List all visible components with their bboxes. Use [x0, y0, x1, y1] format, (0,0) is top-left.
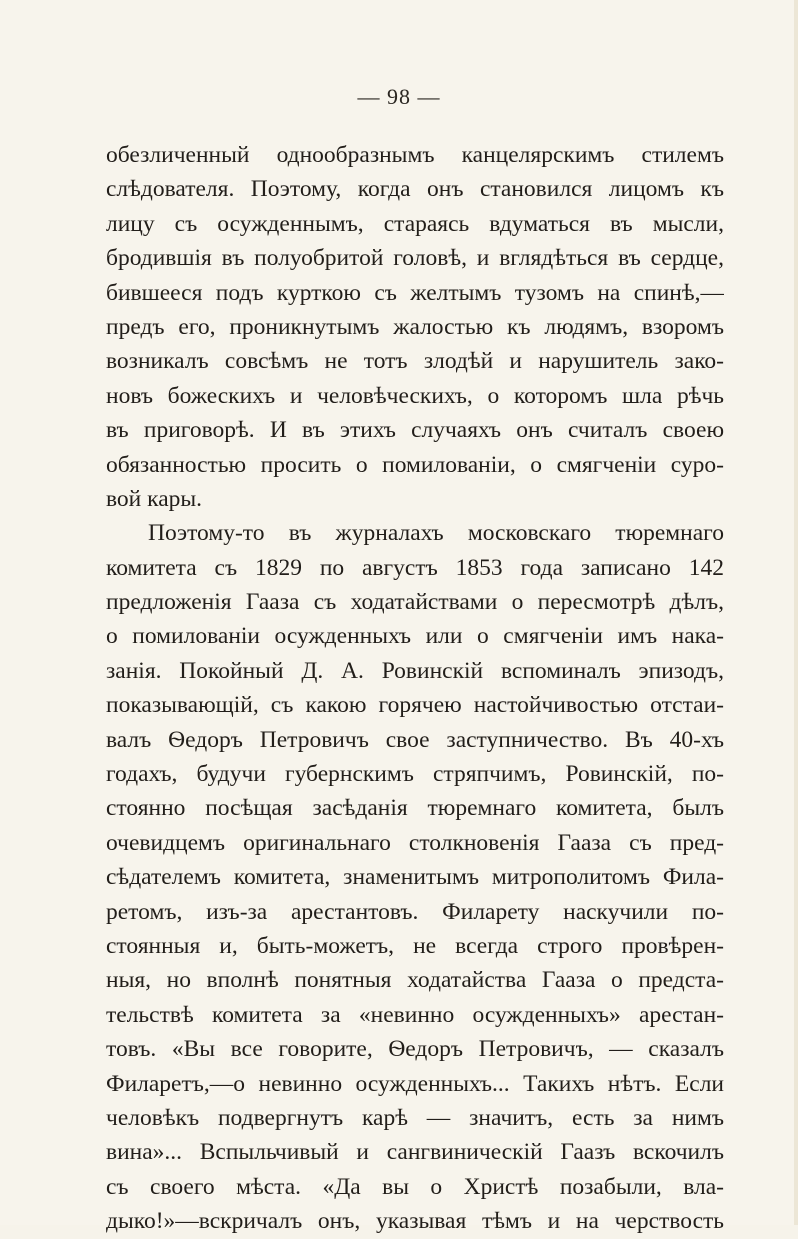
text-line: очевидцемъ оригинальнаго столкновенія Гааза съ пред- — [106, 829, 724, 856]
text-line: бродившія въ полуобритой головѣ, и вглядѣться въ сердце, — [106, 245, 724, 272]
text-line: возникалъ совсѣмъ не тотъ злодѣй и нарушитель зако- — [106, 348, 724, 375]
text-line: съ своего мѣста. «Да вы о Христѣ позабыли, вла- — [106, 1173, 724, 1200]
text-line: предъ его, проникнутымъ жалостью къ людямъ, взоромъ — [106, 313, 724, 340]
text-line: бившееся подъ курткою съ желтымъ тузомъ на спинѣ,— — [106, 279, 724, 306]
text-line: сѣдателемъ комитета, знаменитымъ митрополитомъ Фила- — [106, 864, 724, 891]
text-line: Филаретъ,—о невинно осужденныхъ... Такихъ нѣтъ. Если — [106, 1070, 724, 1097]
text-line: предложенія Гааза съ ходатайствами о пересмотрѣ дѣлъ, — [106, 589, 724, 616]
text-line: человѣкъ подвергнутъ карѣ — значитъ, есть за нимъ — [106, 1104, 724, 1131]
text-line: ретомъ, изъ-за арестантовъ. Филарету наскучили по- — [106, 898, 724, 925]
text-line: валъ Ѳедоръ Петровичъ свое заступничество. Въ 40-хъ — [106, 726, 724, 753]
text-line: Поэтому-то въ журналахъ московскаго тюремнаго — [148, 520, 724, 547]
body-text — [106, 138, 724, 1239]
text-line: занія. Покойный Д. А. Ровинскій вспоминалъ эпизодъ, — [106, 657, 724, 684]
text-line: дыко!»—вскричалъ онъ, указывая тѣмъ и на черствость — [106, 1208, 724, 1235]
page-number: — 98 — — [357, 84, 441, 109]
text-line: показывающій, съ какою горячею настойчивостью отстаи- — [106, 692, 724, 719]
text-line: о помилованіи осужденныхъ или о смягченіи имъ нака- — [106, 623, 724, 650]
text-line: обязанностью просить о помилованіи, о смягченіи суро- — [106, 451, 724, 478]
text-line: годахъ, будучи губернскимъ стряпчимъ, Ровинскій, по- — [106, 761, 724, 788]
text-line: вой кары. — [106, 485, 203, 512]
text-line: новъ божескихъ и человѣческихъ, о которомъ шла рѣчь — [106, 382, 724, 409]
text-line: лицу съ осужденнымъ, стараясь вдуматься въ мысли, — [106, 210, 724, 237]
text-line: комитета съ 1829 по августъ 1853 года записано 142 — [106, 554, 724, 581]
text-line: слѣдователя. Поэтому, когда онъ становился лицомъ къ — [106, 176, 724, 203]
text-line: стоянныя и, быть-можетъ, не всегда строго провѣрен- — [106, 932, 724, 959]
text-line: въ приговорѣ. И въ этихъ случаяхъ онъ считалъ своею — [106, 417, 724, 444]
text-line: товъ. «Вы все говорите, Ѳедоръ Петровичъ, — сказалъ — [106, 1036, 724, 1063]
text-line: ныя, но вполнѣ понятныя ходатайства Гааза о предста- — [106, 967, 724, 994]
text-line: вина»... Вспыльчивый и сангвиническій Гаазъ вскочилъ — [106, 1139, 724, 1166]
text-line: тельствѣ комитета за «невинно осужденныхъ» арестан- — [106, 1001, 724, 1028]
text-line: стоянно посѣщая засѣданія тюремнаго комитета, былъ — [106, 795, 724, 822]
text-line: обезличенный однообразнымъ канцелярскимъ стилемъ — [106, 142, 724, 168]
